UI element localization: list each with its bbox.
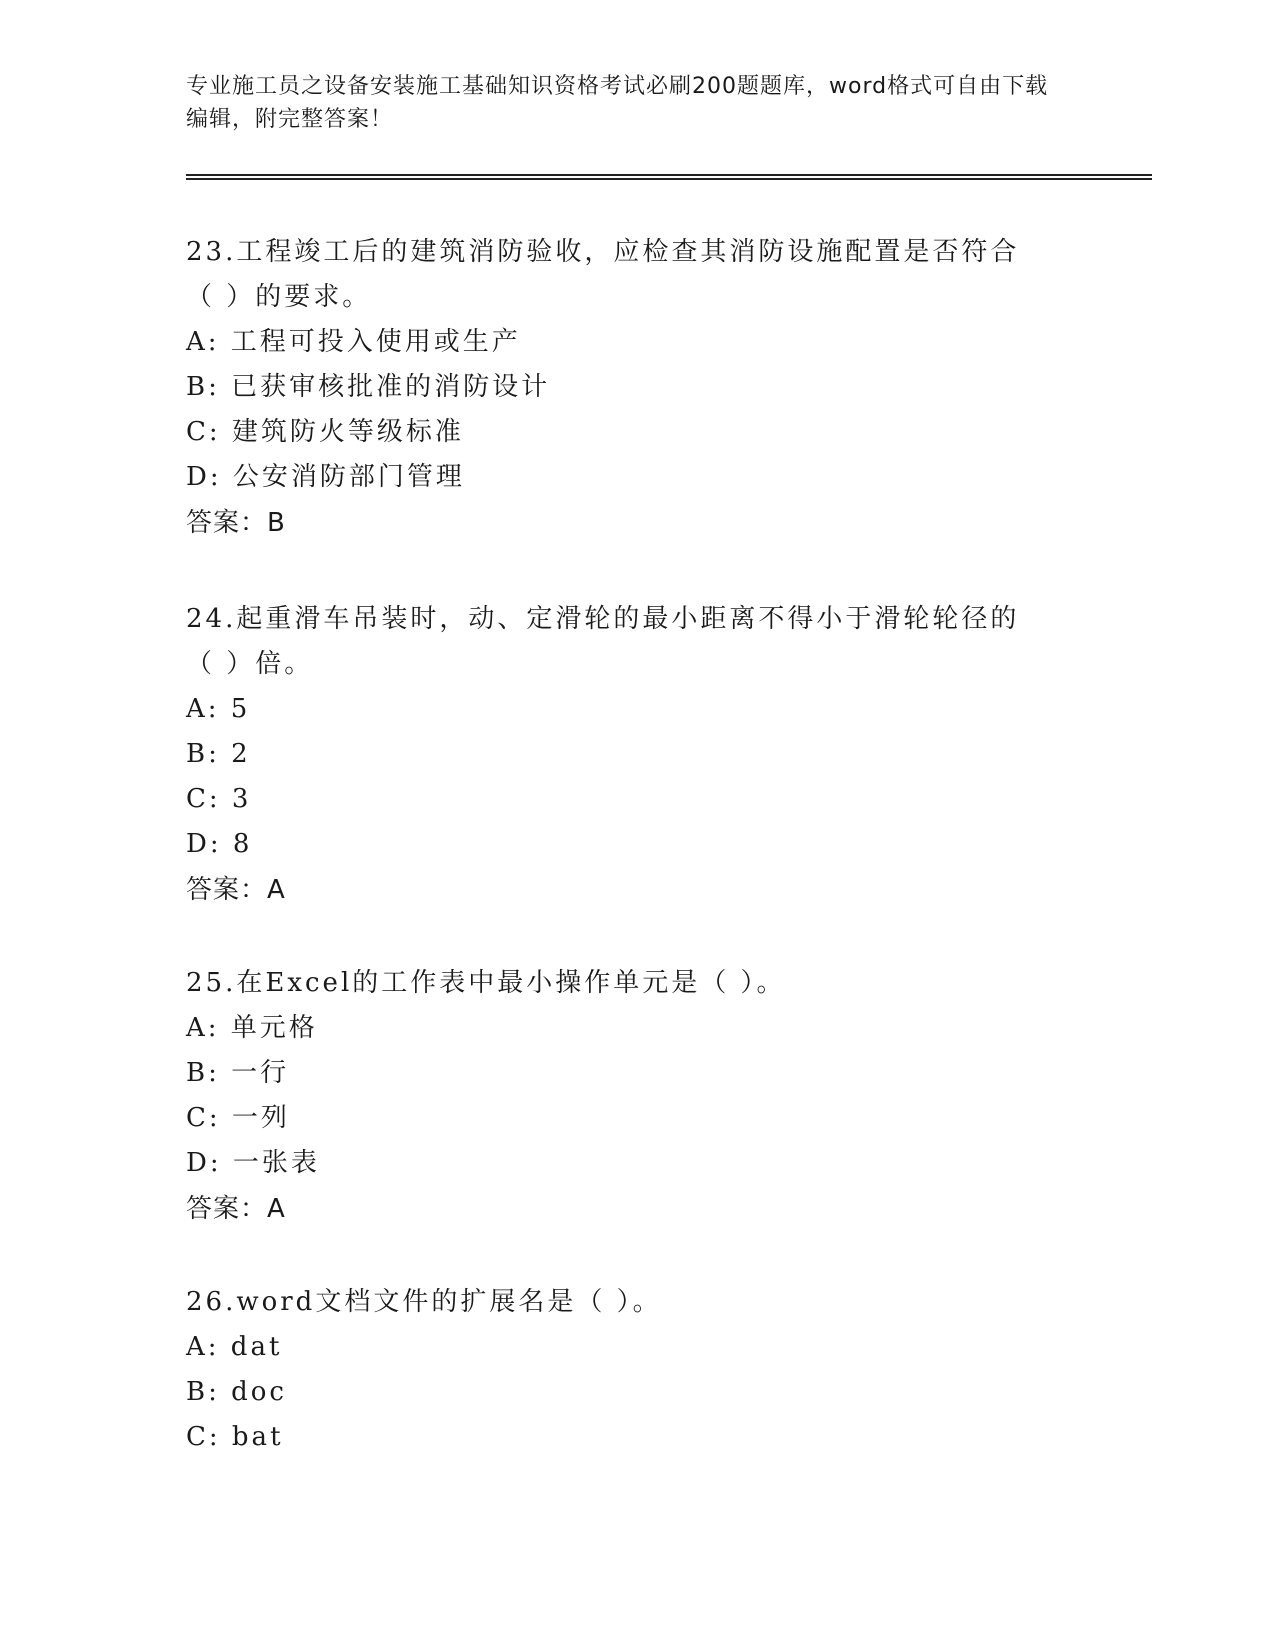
option-c: C: 建筑防火等级标准 [186,417,464,447]
question-23 [186,230,1046,546]
question-stem: 23.工程竣工后的建筑消防验收，应检查其消防设施配置是否符合（ ）的要求。 [186,237,1020,312]
option-a: A: dat [186,1332,283,1362]
question-stem: 26.word文档文件的扩展名是（ ）。 [186,1287,662,1317]
option-d: D: 一张表 [186,1148,320,1178]
question-stem: 24.起重滑车吊装时，动、定滑轮的最小距离不得小于滑轮轮径的（ ）倍。 [186,604,1020,679]
option-b: B: 2 [186,739,251,769]
answer: 答案：A [186,875,286,905]
option-b: B: 已获审核批准的消防设计 [186,372,551,402]
option-a: A: 单元格 [186,1013,318,1043]
option-a: A: 工程可投入使用或生产 [186,327,521,357]
option-a: A: 5 [186,694,251,724]
option-b: B: doc [186,1377,287,1407]
option-c: C: 3 [186,784,252,814]
option-d: D: 公安消防部门管理 [186,462,465,492]
answer: 答案：B [186,508,286,538]
option-d: D: 8 [186,829,253,859]
option-b: B: 一行 [186,1058,290,1088]
question-24 [186,597,1046,913]
question-25 [186,961,1046,1232]
question-stem: 25.在Excel的工作表中最小操作单元是（ ）。 [186,968,786,998]
document-header: 专业施工员之设备安装施工基础知识资格考试必刷200题题库，word格式可自由下载编辑，附完整答案！ [186,74,1049,132]
header-divider [186,174,1152,180]
question-26 [186,1280,1046,1460]
document-page [186,70,1166,1452]
answer: 答案：A [186,1194,286,1224]
option-c: C: bat [186,1422,284,1452]
option-c: C: 一列 [186,1103,290,1133]
